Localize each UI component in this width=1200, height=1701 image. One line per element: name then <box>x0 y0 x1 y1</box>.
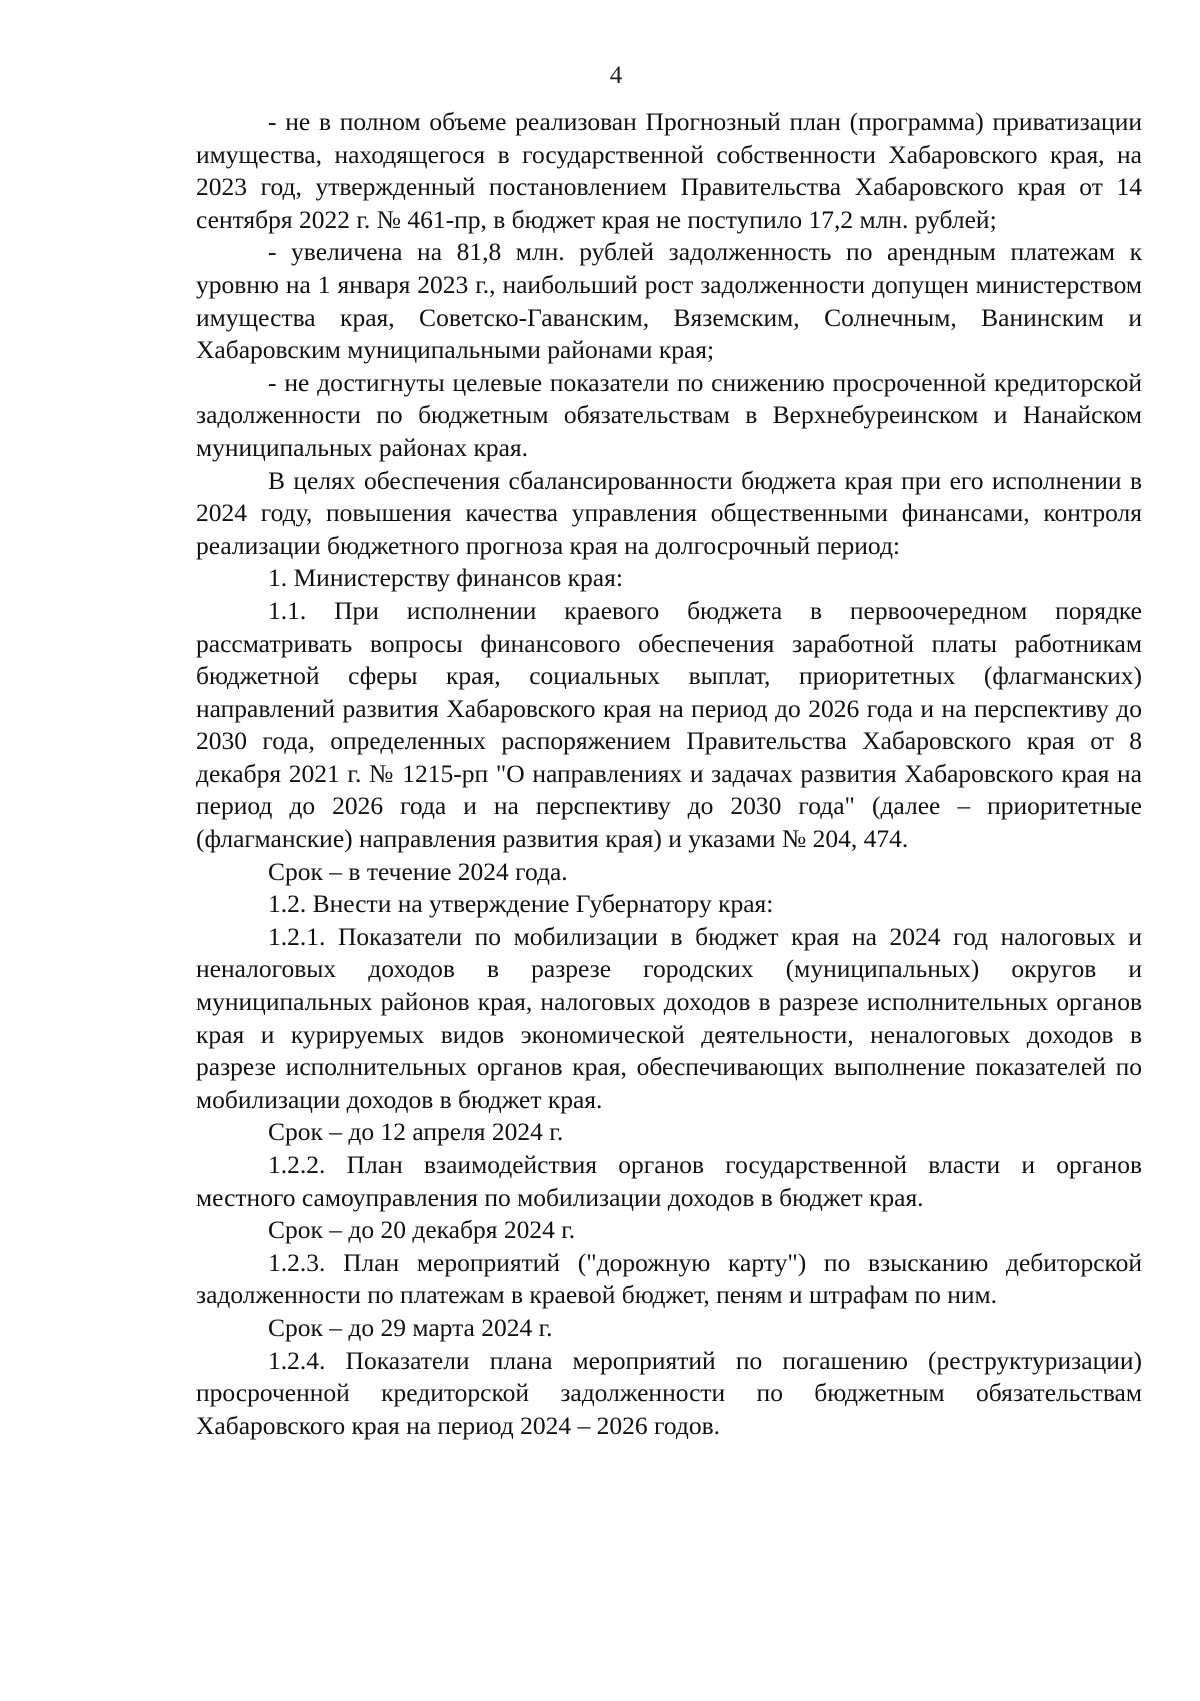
paragraph-deadline-1-2-3: Срок – до 29 марта 2024 г. <box>268 1312 553 1342</box>
paragraph-deadline-1-1: Срок – в течение 2024 года. <box>268 856 568 886</box>
paragraph-item-1-1: 1.1. При исполнении краевого бюджета в первоочередном порядке рассматривать вопросы финансового обеспечения заработной платы работникам бюджетной сферы края, социальных выплат, приоритетных (флагманских) направлений развития Хабаровского края на период до 2026 года и на перспективу до 2030 года, определенных распоряжением Правительства Хабаровского края от 8 декабря 2021 г. № 1215-рп "О направлениях и задачах развития Хабаровского края на период до 2026 года и на перспективу до 2030 года" (далее – приоритетные (флагманские) направления развития края) и указами № 204, 474. <box>196 595 1142 854</box>
paragraph-preamble: В целях обеспечения сбалансированности бюджета края при его исполнении в 2024 году, повышения качества управления общественными финансами, контроля реализации бюджетного прогноза края на долгосрочный период: <box>196 465 1142 560</box>
paragraph-item-1: 1. Министерству финансов края: <box>268 563 623 593</box>
paragraph-deadline-1-2-1: Срок – до 12 апреля 2024 г. <box>268 1117 564 1147</box>
paragraph-item-1-2-1: 1.2.1. Показатели по мобилизации в бюджет края на 2024 год налоговых и неналоговых доходов в разрезе городских (муниципальных) округов и муниципальных районов края, налоговых доходов в разрезе исполнительных органов края и курируемых видов экономической деятельности, неналоговых доходов в разрезе исполнительных органов края, обеспечивающих выполнение показателей по мобилизации доходов в бюджет края. <box>196 921 1142 1114</box>
paragraph-privatization-plan: - не в полном объеме реализован Прогнозный план (программа) приватизации имущества, находящегося в государственной собственности Хабаровского края, на 2023 год, утвержденный постановлением Правительства Хабаровского края от 14 сентября 2022 г. № 461-пр, в бюджет края не поступило 17,2 млн. рублей; <box>196 107 1142 234</box>
paragraph-item-1-2-2: 1.2.2. План взаимодействия органов государственной власти и органов местного самоуправления по мобилизации доходов в бюджет края. <box>196 1150 1142 1212</box>
paragraph-item-1-2-4: 1.2.4. Показатели плана мероприятий по погашению (реструктуризации) просроченной кредиторской задолженности по бюджетным обязательствам Хабаровского края на период 2024 – 2026 годов. <box>196 1345 1142 1440</box>
paragraph-rent-debt: - увеличена на 81,8 млн. рублей задолженность по арендным платежам к уровню на 1 января 2023 г., наибольший рост задолженности допущен министерством имущества края, Советско-Гаванским, Вяземским, Солнечным, Ванинским и Хабаровским муниципальными районами края; <box>196 237 1142 365</box>
document-body <box>196 106 1142 1442</box>
paragraph-overdue-payables: - не достигнуты целевые показатели по снижению просроченной кредиторской задолженности по бюджетным обязательствам в Верхнебуреинском и Нанайском муниципальных районах края. <box>196 367 1142 462</box>
paragraph-item-1-2-3: 1.2.3. План мероприятий ("дорожную карту") по взысканию дебиторской задолженности по платежам в краевой бюджет, пеням и штрафам по ним. <box>196 1247 1142 1310</box>
paragraph-item-1-2: 1.2. Внести на утверждение Губернатору края: <box>268 889 774 919</box>
page-number: 4 <box>609 62 623 89</box>
paragraph-deadline-1-2-2: Срок – до 20 декабря 2024 г. <box>268 1215 576 1245</box>
